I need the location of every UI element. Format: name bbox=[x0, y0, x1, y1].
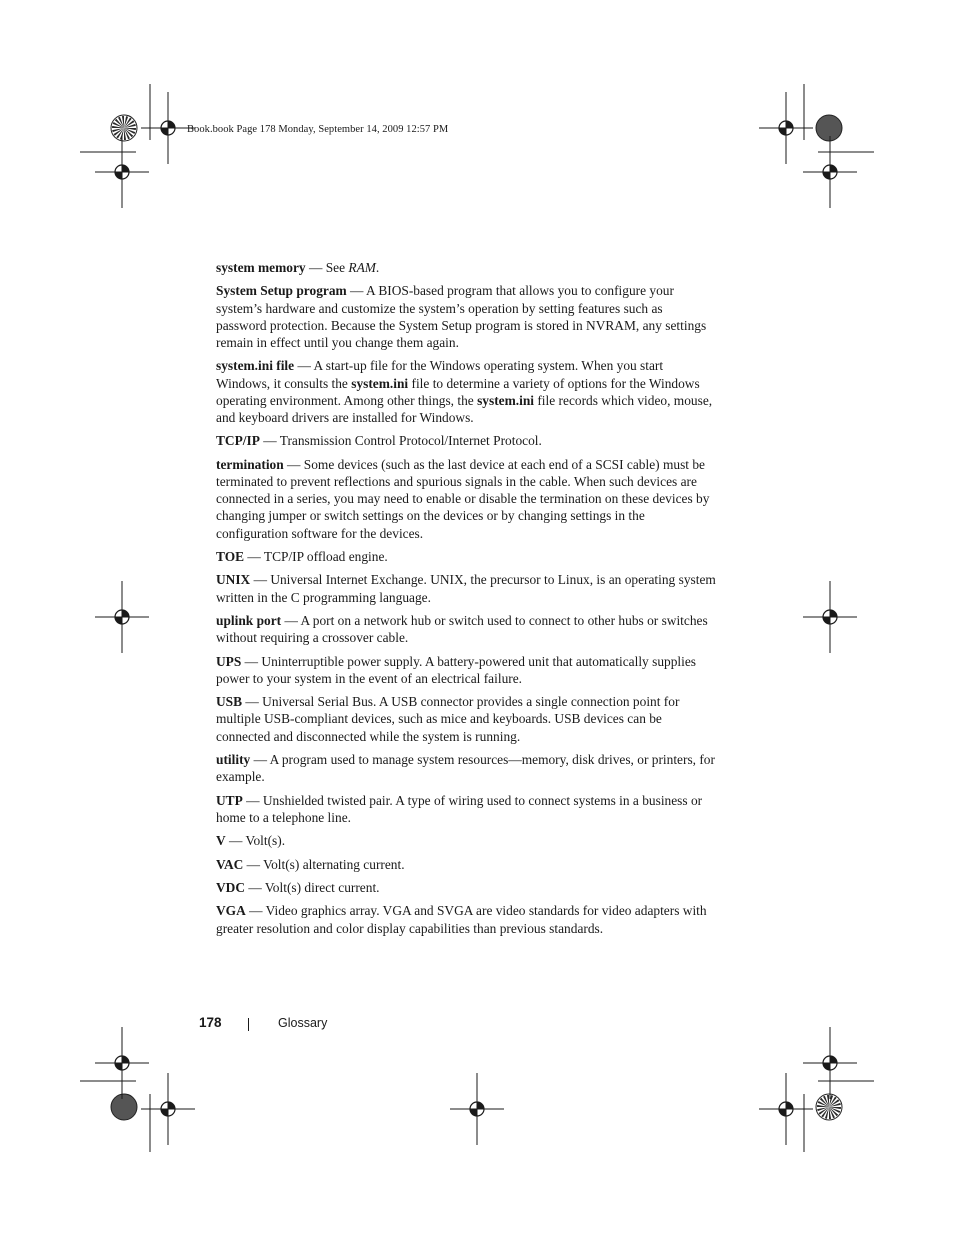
registration-mark-icon bbox=[95, 1027, 149, 1099]
registration-mark-icon bbox=[95, 136, 149, 208]
bottom-left-halftone-icon bbox=[111, 1094, 137, 1120]
page-number: 178 bbox=[199, 1015, 222, 1030]
glossary-entry bbox=[216, 693, 716, 745]
glossary-entry bbox=[216, 832, 716, 849]
page-footer bbox=[0, 1015, 954, 1035]
glossary-entry bbox=[216, 751, 716, 785]
filename-emphasis: system.ini bbox=[351, 375, 409, 391]
registration-mark-icon bbox=[759, 1073, 813, 1145]
glossary-term: utility bbox=[216, 751, 251, 767]
filename-emphasis: system.ini bbox=[477, 392, 534, 408]
glossary-entry bbox=[216, 282, 716, 351]
glossary-definition: — A program used to manage system resources—memory, disk drives, or printers, for example. bbox=[216, 751, 715, 785]
glossary-entry bbox=[216, 879, 716, 896]
glossary-entry bbox=[216, 653, 716, 687]
top-right-halftone-icon bbox=[816, 115, 842, 141]
glossary-term: VGA bbox=[216, 903, 246, 919]
glossary-entry bbox=[216, 259, 716, 276]
glossary-entry bbox=[216, 548, 716, 565]
glossary-definition: — Video graphics array. VGA and SVGA are video standards for video adapters with greater resolution and color display capabilities than previous standards. bbox=[216, 903, 707, 936]
glossary-entries bbox=[216, 259, 716, 943]
glossary-definition: — Some devices (such as the last device at each end of a SCSI cable) must be terminated to prevent reflections and spurious signals in the cable. When such devices are connected in a series, you may need to enable or disable the termination on these devices by changing jumper or switch settings on the devices or by changing settings in the configuration software for the devices. bbox=[216, 456, 710, 541]
glossary-term: UNIX bbox=[216, 572, 251, 588]
glossary-entry bbox=[216, 856, 716, 873]
glossary-definition: — See bbox=[305, 260, 349, 275]
glossary-entry bbox=[216, 792, 716, 826]
glossary-definition: — Universal Internet Exchange. UNIX, the precursor to Linux, is an operating system written in the C programming language. bbox=[216, 572, 716, 605]
registration-mark-icon bbox=[759, 92, 813, 164]
glossary-entry bbox=[216, 902, 716, 936]
glossary-term: system.ini file bbox=[216, 358, 295, 374]
registration-mark-icon bbox=[803, 136, 857, 208]
glossary-term: TCP/IP bbox=[216, 433, 260, 449]
glossary-term: USB bbox=[216, 694, 243, 710]
glossary-term: VAC bbox=[216, 856, 244, 872]
registration-mark-icon bbox=[803, 581, 857, 653]
glossary-definition: — A port on a network hub or switch used to connect to other hubs or switches without requiring a crossover cable. bbox=[216, 612, 708, 646]
cross-reference: RAM bbox=[348, 260, 376, 275]
glossary-term: termination bbox=[216, 456, 284, 472]
glossary-definition: — A BIOS-based program that allows you to configure your system’s hardware and customize the system’s operation by setting features such as password protection. Because the System Setup program is stored in NVRAM, any settings remain in effect until you change them again. bbox=[216, 283, 707, 350]
glossary-definition: file records which video, mouse, and keyboard drivers are installed for Windows. bbox=[216, 392, 713, 425]
registration-mark-icon bbox=[141, 1073, 195, 1145]
glossary-term: V bbox=[216, 833, 226, 849]
registration-mark-icon bbox=[803, 1027, 857, 1099]
top-left-starburst-icon bbox=[111, 115, 137, 141]
glossary-term: uplink port bbox=[216, 612, 282, 628]
glossary-definition: — Uninterruptible power supply. A battery-powered unit that automatically supplies power to your system in the event of an electrical failure. bbox=[216, 653, 696, 686]
registration-mark-icon bbox=[450, 1073, 504, 1145]
glossary-term: UTP bbox=[216, 792, 243, 808]
glossary-entry bbox=[216, 357, 716, 426]
bottom-right-starburst-icon bbox=[816, 1094, 842, 1120]
glossary-definition: — Volt(s) direct current. bbox=[245, 879, 380, 895]
glossary-entry bbox=[216, 571, 716, 605]
footer-separator bbox=[248, 1018, 249, 1031]
footer-section-title: Glossary bbox=[278, 1016, 328, 1030]
registration-mark-icon bbox=[95, 581, 149, 653]
glossary-entry bbox=[216, 456, 716, 542]
glossary-definition: — Volt(s) alternating current. bbox=[243, 856, 405, 872]
glossary-term: System Setup program bbox=[216, 283, 347, 299]
glossary-term: VDC bbox=[216, 879, 246, 895]
glossary-definition: — TCP/IP offload engine. bbox=[244, 548, 388, 564]
glossary-term: TOE bbox=[216, 548, 245, 564]
glossary-entry bbox=[216, 432, 716, 449]
glossary-definition: — Transmission Control Protocol/Internet Protocol. bbox=[259, 433, 542, 449]
glossary-definition: — Universal Serial Bus. A USB connector provides a single connection point for multiple USB-compliant devices, such as mice and keyboards. USB devices can be connected and disconnected while the system is running. bbox=[216, 694, 680, 744]
glossary-definition: . bbox=[375, 260, 380, 275]
glossary-definition: file to determine a variety of options for the Windows operating environment. Among other things, the bbox=[216, 375, 700, 408]
glossary-entry bbox=[216, 612, 716, 646]
glossary-term: UPS bbox=[216, 653, 242, 669]
glossary-term: system memory bbox=[216, 260, 306, 275]
glossary-definition: — Volt(s). bbox=[225, 833, 286, 849]
glossary-definition: — Unshielded twisted pair. A type of wiring used to connect systems in a business or home to a telephone line. bbox=[216, 792, 703, 825]
print-header-info: Book.book Page 178 Monday, September 14, 2009 12:57 PM bbox=[187, 124, 449, 135]
glossary-definition: — A start-up file for the Windows operating system. When you start Windows, it consults the bbox=[216, 358, 664, 391]
